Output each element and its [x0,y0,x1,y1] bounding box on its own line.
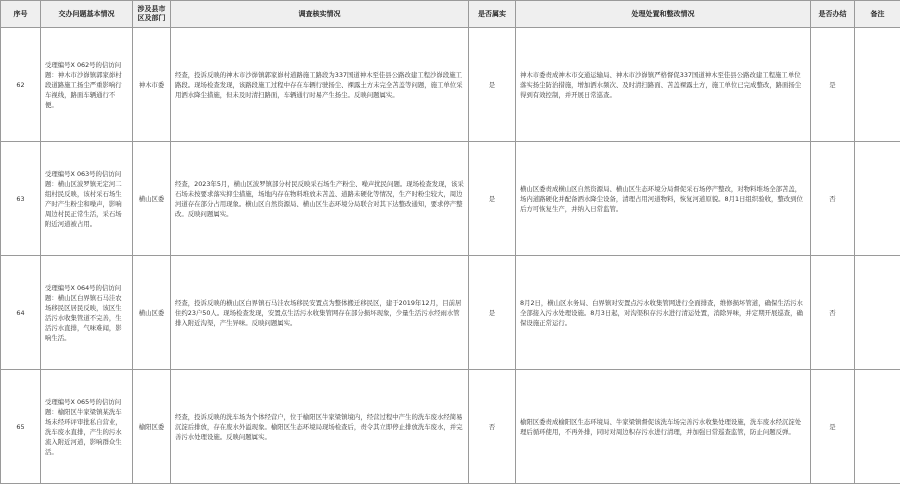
cell-verified: 是 [469,142,516,256]
cell-investigation: 经查，投诉反映的洗车场为个体经营户，位于榆阳区牛家梁镇境内，经营过程中产生的洗车废水经简易沉淀后排放，存在废水外溢现象。榆阳区生态环境局现场检查后，责令其立即停止排放洗车废水，并完善污水处理设施。反映问题属实。 [171,370,469,484]
header-district: 涉及县市区及部门 [133,1,171,28]
cell-remark [855,28,900,142]
cell-remark [855,256,900,370]
header-verified: 是否属实 [469,1,516,28]
cell-problem: 受理编号X 062号的信访问题：神木市沙峁镇郭家峁村段道路施工扬尘严重影响行车视线，路面车辆通行不便。 [41,28,133,142]
cell-remark [855,370,900,484]
header-no: 序号 [1,1,41,28]
header-handling: 处理处置和整改情况 [516,1,811,28]
cell-verified: 否 [469,370,516,484]
cell-closed: 否 [811,142,855,256]
cell-handling: 8月2日，横山区水务局、白界镇对安置点污水收集管网进行全面排查，维修损坏管道，确保生活污水全部接入污水处理设施。8月3日起，对沟渠积存污水进行清运处置，消除异味，并定期开展巡查，确保设施正常运行。 [516,256,811,370]
cell-no: 65 [1,370,41,484]
header-problem: 交办问题基本情况 [41,1,133,28]
cell-no: 63 [1,142,41,256]
header-remark: 备注 [855,1,900,28]
header-investigation: 调查核实情况 [171,1,469,28]
cell-verified: 是 [469,256,516,370]
table-row [1,370,900,484]
cell-district: 神木市委 [133,28,171,142]
cell-district: 榆阳区委 [133,370,171,484]
header-row [1,1,900,28]
cell-district: 横山区委 [133,256,171,370]
cell-investigation: 经查，投诉反映的神木市沙峁镇郭家峁村道路施工路段为337国道神木至佳县公路改建工程沙峁段施工路段。现场检查发现，该路段施工过程中存在车辆行驶扬尘、裸露土方未完全苫盖等问题，施工单位采用洒水降尘措施，但未及时清扫路面，车辆通行时易产生扬尘。反映问题属实。 [171,28,469,142]
cell-problem: 受理编号X 064号的信访问题：横山区白界镇石马洼农场移民区居民反映，该区生活污水收集管道不完善，生活污水直排，气味难闻，影响生活。 [41,256,133,370]
cell-problem: 受理编号X 063号的信访问题：横山区波罗镇无定河二组村民反映，该村采石场生产时产生粉尘和噪声，影响周边村民正常生活，采石场附近河道被占用。 [41,142,133,256]
cell-closed: 是 [811,28,855,142]
cell-handling: 神木市委责成神木市交通运输局、神木市沙峁镇严格督促337国道神木至佳县公路改建工程施工单位落实扬尘防治措施，增加洒水频次、及时清扫路面、苫盖裸露土方，施工单位已完成整改，路面扬尘得到有效控制，并开展日常巡查。 [516,28,811,142]
cell-closed: 是 [811,370,855,484]
cell-investigation: 经查，2023年5月，横山区波罗镇部分村民反映采石场生产粉尘、噪声扰民问题。现场检查发现，该采石场未按要求落实抑尘措施，场地内存在物料堆放未苫盖、道路未硬化等情况，生产时粉尘较大，周边河道存在部分占用现象。横山区自然资源局、横山区生态环境分局联合对其下达整改通知，要求停产整改。反映问题属实。 [171,142,469,256]
cell-handling: 横山区委责成横山区自然资源局、横山区生态环境分局督促采石场停产整改，对物料堆场全部苫盖，场内道路硬化并配备洒水降尘设备，清理占用河道物料，恢复河道原貌。8月1日组织验收，整改到位后方可恢复生产，并纳入日常监管。 [516,142,811,256]
table-row [1,28,900,142]
cell-handling: 榆阳区委责成榆阳区生态环境局、牛家梁镇督促该洗车场完善污水收集处理设施，洗车废水经沉淀处理后循环使用，不再外排，同时对周边积存污水进行清理，并加强日常巡查监管，防止问题反弹。 [516,370,811,484]
cell-verified: 是 [469,28,516,142]
cell-problem: 受理编号X 065号的信访问题：榆阳区牛家梁镇某洗车场未经环评审批私自营业，洗车废水直排，产生的污水流入附近河道，影响群众生活。 [41,370,133,484]
cell-district: 横山区委 [133,142,171,256]
cell-no: 62 [1,28,41,142]
header-closed: 是否办结 [811,1,855,28]
cell-no: 64 [1,256,41,370]
table-row [1,256,900,370]
cell-investigation: 经查，投诉反映的横山区白界镇石马洼农场移民安置点为整体搬迁移民区，建于2019年12月，目前居住约23户50人。现场检查发现，安置点生活污水收集管网存在部分损坏现象，少量生活污水经雨水管排入附近沟渠，产生异味。反映问题属实。 [171,256,469,370]
cell-closed: 否 [811,256,855,370]
cell-remark [855,142,900,256]
table-row [1,142,900,256]
